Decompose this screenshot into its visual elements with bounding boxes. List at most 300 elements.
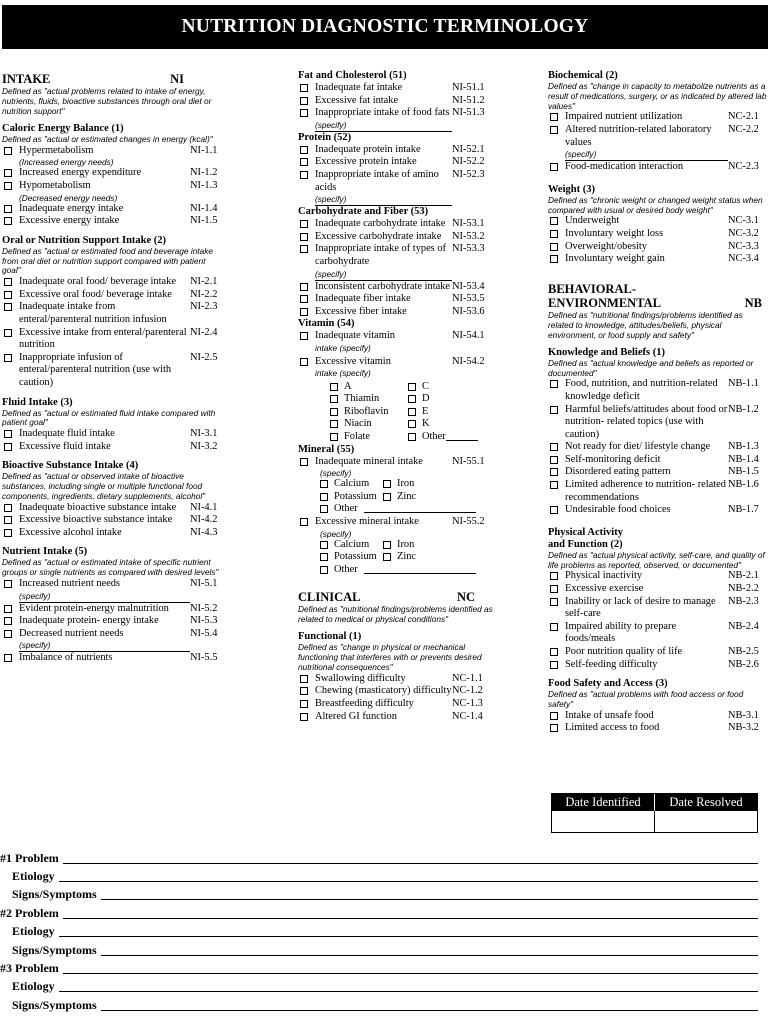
item-label: Excessive intake from enteral/parenteral nutrition xyxy=(19,326,187,351)
checkbox-icon[interactable] xyxy=(330,395,338,403)
checkbox-icon[interactable] xyxy=(320,553,328,561)
checkbox-item[interactable] xyxy=(548,228,770,241)
item-code: NC-1.1 xyxy=(452,672,483,684)
checkbox-item[interactable] xyxy=(548,441,770,454)
problem-label: Etiology xyxy=(12,979,55,993)
specify-field[interactable]: (specify) xyxy=(315,120,452,132)
checkbox-item[interactable] xyxy=(298,711,495,724)
item-label-wrap xyxy=(315,685,452,698)
item-label: Overweight/obesity xyxy=(565,240,647,252)
mineral-options-2 xyxy=(320,529,495,577)
checkbox-item[interactable] xyxy=(298,673,495,686)
item-label-wrap xyxy=(565,570,728,583)
mineral-title: Mineral (55) xyxy=(298,443,355,455)
checkbox-icon[interactable] xyxy=(4,278,12,286)
checkbox-item[interactable] xyxy=(298,356,495,381)
checkbox-icon[interactable] xyxy=(550,255,558,263)
checkbox-icon[interactable] xyxy=(300,158,308,166)
checkbox-icon[interactable] xyxy=(550,572,558,580)
biochemical-title: Biochemical (2) xyxy=(548,70,618,81)
specify-field[interactable]: (specify) xyxy=(19,591,190,603)
checkbox-icon[interactable] xyxy=(550,406,558,414)
checkbox-item[interactable] xyxy=(548,241,770,254)
checkbox-icon[interactable] xyxy=(550,126,558,134)
checkbox-icon[interactable] xyxy=(550,506,558,514)
item-label: Inadequate bioactive substance intake xyxy=(19,501,177,513)
checkbox-icon[interactable] xyxy=(408,420,416,428)
checkbox-icon[interactable] xyxy=(300,97,308,105)
checkbox-icon[interactable] xyxy=(550,481,558,489)
checkbox-item[interactable] xyxy=(548,722,770,735)
checkbox-item[interactable] xyxy=(548,454,770,467)
checkbox-icon[interactable] xyxy=(300,713,308,721)
vitamin-option[interactable] xyxy=(408,393,478,406)
checkbox-icon[interactable] xyxy=(320,505,328,513)
item-label: Food, nutrition, and nutrition-related knowledge deficit xyxy=(565,378,718,402)
checkbox-item[interactable] xyxy=(298,516,495,529)
checkbox-item[interactable] xyxy=(2,167,224,180)
checkbox-icon[interactable] xyxy=(550,217,558,225)
item-label-wrap xyxy=(565,111,728,124)
item-code: NB-2.6 xyxy=(728,658,759,670)
item-label-wrap xyxy=(19,652,190,665)
checkbox-icon[interactable] xyxy=(300,146,308,154)
checkbox-icon[interactable] xyxy=(550,661,558,669)
checkbox-item[interactable] xyxy=(2,289,224,302)
checkbox-item[interactable] xyxy=(2,145,224,168)
checkbox-icon[interactable] xyxy=(4,205,12,213)
mineral-row xyxy=(320,539,495,552)
checkbox-item[interactable] xyxy=(548,710,770,723)
checkbox-icon[interactable] xyxy=(4,654,12,662)
intake-definition: Defined as "actual problems related to intake of energy, nutrients, fluids, bioactive substances through oral diet or nutrition support" xyxy=(2,86,212,116)
checkbox-item[interactable] xyxy=(548,504,770,517)
checkbox-item[interactable] xyxy=(548,124,770,161)
functional-list xyxy=(298,673,495,723)
checkbox-item[interactable] xyxy=(2,628,224,653)
checkbox-item[interactable] xyxy=(298,330,495,355)
checkbox-icon[interactable] xyxy=(300,109,308,117)
checkbox-icon[interactable] xyxy=(408,383,416,391)
checkbox-item[interactable] xyxy=(298,685,495,698)
item-label-wrap xyxy=(19,578,190,603)
checkbox-icon[interactable] xyxy=(550,585,558,593)
mineral-option[interactable] xyxy=(320,491,383,504)
protein-title: Protein (52) xyxy=(298,131,352,143)
checkbox-item[interactable] xyxy=(2,203,224,216)
item-label: Hypermetabolism xyxy=(19,144,94,156)
problem-input-line[interactable] xyxy=(63,973,758,974)
checkbox-icon[interactable] xyxy=(4,605,12,613)
page-title: NUTRITION DIAGNOSTIC TERMINOLOGY xyxy=(2,5,768,49)
oral-definition: Defined as "actual or estimated food and beverage intake from oral diet or nutrition support compared with patient goal" xyxy=(2,245,213,276)
item-code: NB-2.2 xyxy=(728,583,759,595)
item-code: NC-1.2 xyxy=(452,685,483,697)
item-label: Altered nutrition-related laboratory values xyxy=(565,123,712,148)
behavioral-title-2: ENVIRONMENTAL xyxy=(548,295,661,310)
checkbox-item[interactable] xyxy=(2,327,224,352)
problem-input-line[interactable] xyxy=(101,899,758,900)
item-label: Inappropriate intake of food fats xyxy=(315,107,450,119)
checkbox-icon[interactable] xyxy=(4,147,12,155)
other-field[interactable] xyxy=(364,503,476,513)
intake-code: NI xyxy=(170,72,184,86)
checkbox-icon[interactable] xyxy=(300,245,308,253)
item-label-wrap xyxy=(19,180,190,203)
vitamin-option-other[interactable] xyxy=(408,431,478,444)
checkbox-item[interactable] xyxy=(2,215,224,228)
checkbox-icon[interactable] xyxy=(4,430,12,438)
checkbox-icon[interactable] xyxy=(383,541,391,549)
item-label-wrap xyxy=(315,698,452,711)
item-label: Excessive fluid intake xyxy=(19,440,111,452)
vitamin-option[interactable] xyxy=(330,381,408,394)
option-label: Calcium xyxy=(334,478,370,490)
item-label-wrap xyxy=(19,352,190,390)
problem-input-line[interactable] xyxy=(59,936,758,937)
item-code: NC-2.2 xyxy=(728,123,759,135)
checkbox-item[interactable] xyxy=(298,95,495,108)
checkbox-icon[interactable] xyxy=(4,291,12,299)
checkbox-item[interactable] xyxy=(2,276,224,289)
problem-label: Etiology xyxy=(12,924,55,938)
item-label: Excessive exercise xyxy=(565,583,644,595)
checkbox-icon[interactable] xyxy=(300,220,308,228)
date-identified-field[interactable] xyxy=(552,811,655,832)
checkbox-icon[interactable] xyxy=(550,648,558,656)
behavioral-title-1: BEHAVIORAL- xyxy=(548,281,636,296)
checkbox-item[interactable] xyxy=(2,352,224,390)
item-label-wrap xyxy=(315,218,452,231)
item-label-wrap xyxy=(19,603,190,616)
checkbox-item[interactable] xyxy=(548,215,770,228)
checkbox-item[interactable] xyxy=(298,218,495,231)
item-code: NI-53.2 xyxy=(452,230,485,242)
physical-list xyxy=(548,570,770,671)
checkbox-item[interactable] xyxy=(2,428,224,441)
problem-input-line[interactable] xyxy=(59,881,758,882)
mineral-option-other[interactable] xyxy=(320,503,476,516)
checkbox-item[interactable] xyxy=(548,659,770,672)
item-label: Evident protein-energy malnutrition xyxy=(19,602,169,614)
checkbox-item[interactable] xyxy=(548,583,770,596)
item-code: NB-1.3 xyxy=(728,441,759,453)
checkbox-icon[interactable] xyxy=(330,383,338,391)
problem-input-line[interactable] xyxy=(101,955,758,956)
item-code: NI-52.3 xyxy=(452,168,485,180)
item-label: Hypometabolism xyxy=(19,179,91,191)
mineral-option-other[interactable] xyxy=(320,564,476,577)
item-note: intake (specify) xyxy=(315,368,371,379)
checkbox-icon[interactable] xyxy=(550,243,558,251)
dates-header xyxy=(552,794,757,811)
item-label: Inadequate fiber intake xyxy=(315,293,411,305)
bioactive-list xyxy=(2,502,224,540)
vitamin-option[interactable] xyxy=(330,418,408,431)
item-label: Altered GI function xyxy=(315,710,397,722)
item-label-wrap xyxy=(315,231,452,244)
vitamin-option[interactable] xyxy=(408,418,478,431)
checkbox-item[interactable] xyxy=(2,502,224,515)
nutrient-definition: Defined as "actual or estimated intake of specific nutrient groups or single nutrients as compared with desired levels" xyxy=(2,557,219,578)
dates-table xyxy=(551,793,758,833)
problem-line[interactable] xyxy=(0,979,758,994)
checkbox-icon[interactable] xyxy=(300,358,308,366)
date-resolved-field[interactable] xyxy=(655,811,757,832)
other-field[interactable] xyxy=(364,564,476,574)
biochemical-definition: Defined as "change in capacity to metabolize nutrients as a result of medications, surgery, or as indicated by altered lab values" xyxy=(548,81,767,111)
vitamin-option[interactable] xyxy=(408,381,478,394)
checkbox-icon[interactable] xyxy=(4,443,12,451)
item-label-wrap xyxy=(315,156,452,169)
checkbox-icon[interactable] xyxy=(300,687,308,695)
checkbox-icon[interactable] xyxy=(330,420,338,428)
checkbox-icon[interactable] xyxy=(330,433,338,441)
item-label-wrap xyxy=(565,454,728,467)
checkbox-item[interactable] xyxy=(2,441,224,454)
functional-title: Functional (1) xyxy=(298,631,362,643)
item-label-wrap xyxy=(315,169,452,206)
checkbox-icon[interactable] xyxy=(4,182,12,190)
bioactive-title: Bioactive Substance Intake (4) xyxy=(2,460,139,472)
checkbox-item[interactable] xyxy=(2,180,224,203)
option-label: Folate xyxy=(344,431,370,443)
checkbox-icon[interactable] xyxy=(330,408,338,416)
item-code: NI-53.3 xyxy=(452,243,485,255)
item-label: Inadequate oral food/ beverage intake xyxy=(19,276,176,288)
item-label-wrap xyxy=(565,596,728,621)
item-code: NB-1.7 xyxy=(728,504,759,516)
checkbox-item[interactable] xyxy=(298,231,495,244)
specify-field[interactable]: (specify) xyxy=(565,149,728,161)
checkbox-item[interactable] xyxy=(298,293,495,306)
problem-line[interactable] xyxy=(0,924,758,939)
vitamin-option[interactable] xyxy=(330,406,408,419)
checkbox-icon[interactable] xyxy=(550,724,558,732)
checkbox-item[interactable] xyxy=(298,169,495,206)
checkbox-icon[interactable] xyxy=(550,163,558,171)
checkbox-icon[interactable] xyxy=(320,480,328,488)
checkbox-icon[interactable] xyxy=(300,295,308,303)
item-label: Underweight xyxy=(565,215,620,227)
problem-line[interactable] xyxy=(0,998,758,1013)
checkbox-item[interactable] xyxy=(548,404,770,442)
item-label: Inadequate fat intake xyxy=(315,82,403,93)
checkbox-item[interactable] xyxy=(298,281,495,294)
item-label: Inadequate protein intake xyxy=(315,143,421,155)
checkbox-icon[interactable] xyxy=(383,480,391,488)
safety-list xyxy=(548,710,770,735)
fluid-definition: Defined as "actual or estimated fluid intake compared with patient goal" xyxy=(2,407,216,428)
checkbox-item[interactable] xyxy=(298,107,495,132)
right-column xyxy=(548,70,770,735)
checkbox-icon[interactable] xyxy=(300,171,308,179)
physical-title-1: Physical Activity xyxy=(548,526,623,538)
checkbox-icon[interactable] xyxy=(320,541,328,549)
checkbox-icon[interactable] xyxy=(4,504,12,512)
checkbox-icon[interactable] xyxy=(300,518,308,526)
checkbox-icon[interactable] xyxy=(408,408,416,416)
checkbox-icon[interactable] xyxy=(4,354,12,362)
mineral-option[interactable] xyxy=(320,478,383,491)
checkbox-icon[interactable] xyxy=(300,283,308,291)
checkbox-icon[interactable] xyxy=(408,395,416,403)
vitamin-option[interactable] xyxy=(330,431,408,444)
item-label: Excessive energy intake xyxy=(19,215,120,227)
checkbox-icon[interactable] xyxy=(320,493,328,501)
item-note: (Increased energy needs) xyxy=(19,157,114,168)
protein-list xyxy=(298,144,495,206)
checkbox-item[interactable] xyxy=(298,456,495,469)
checkbox-item[interactable] xyxy=(548,378,770,403)
specify-field[interactable]: (specify) xyxy=(315,194,452,206)
checkbox-item[interactable] xyxy=(298,156,495,169)
checkbox-item[interactable] xyxy=(548,111,770,124)
item-code: NB-1.4 xyxy=(728,453,759,465)
checkbox-item[interactable] xyxy=(298,82,495,95)
mineral-option[interactable] xyxy=(320,539,383,552)
checkbox-icon[interactable] xyxy=(300,332,308,340)
caloric-list xyxy=(2,145,224,228)
mineral-row xyxy=(320,503,495,516)
checkbox-icon[interactable] xyxy=(4,630,12,638)
checkbox-icon[interactable] xyxy=(300,458,308,466)
carb-title: Carbohydrate and Fiber (53) xyxy=(298,206,429,218)
other-field[interactable] xyxy=(446,431,478,441)
mineral-option[interactable] xyxy=(383,478,414,491)
checkbox-icon[interactable] xyxy=(550,380,558,388)
checkbox-icon[interactable] xyxy=(4,516,12,524)
checkbox-icon[interactable] xyxy=(550,712,558,720)
item-label: Limited access to food xyxy=(565,722,660,734)
problem-input-line[interactable] xyxy=(101,1010,758,1011)
item-label: Poor nutrition quality of life xyxy=(565,646,683,658)
checkbox-icon[interactable] xyxy=(300,308,308,316)
checkbox-item[interactable] xyxy=(298,698,495,711)
vitamin-option[interactable] xyxy=(408,406,478,419)
item-label: Impaired ability to prepare foods/meals xyxy=(565,620,677,645)
checkbox-icon[interactable] xyxy=(383,493,391,501)
specify-field[interactable]: (specify) xyxy=(315,269,452,281)
problem-input-line[interactable] xyxy=(63,918,758,919)
mineral-option[interactable] xyxy=(383,539,414,552)
mineral-option[interactable] xyxy=(383,491,416,504)
item-label-wrap xyxy=(565,722,728,735)
vitamin-options xyxy=(330,381,495,444)
checkbox-item[interactable] xyxy=(2,652,224,665)
checkbox-item[interactable] xyxy=(2,527,224,540)
item-label: Breastfeeding difficulty xyxy=(315,697,414,709)
checkbox-item[interactable] xyxy=(548,621,770,646)
problem-line[interactable] xyxy=(0,906,758,921)
checkbox-icon[interactable] xyxy=(4,217,12,225)
checkbox-icon[interactable] xyxy=(550,443,558,451)
checkbox-icon[interactable] xyxy=(550,230,558,238)
checkbox-item[interactable] xyxy=(548,161,770,174)
item-label-wrap xyxy=(19,289,190,302)
checkbox-icon[interactable] xyxy=(4,303,12,311)
checkbox-item[interactable] xyxy=(548,253,770,266)
checkbox-item[interactable] xyxy=(298,306,495,319)
item-label-wrap xyxy=(19,628,190,653)
item-label: Inappropriate intake of amino acids xyxy=(315,168,439,193)
checkbox-icon[interactable] xyxy=(550,623,558,631)
checkbox-icon[interactable] xyxy=(4,580,12,588)
problem-line[interactable] xyxy=(0,851,758,866)
checkbox-item[interactable] xyxy=(2,578,224,603)
problem-input-line[interactable] xyxy=(63,863,758,864)
item-label: Undesirable food choices xyxy=(565,504,671,516)
checkbox-item[interactable] xyxy=(2,301,224,326)
checkbox-item[interactable] xyxy=(548,466,770,479)
item-label: Inadequate energy intake xyxy=(19,202,124,214)
checkbox-item[interactable] xyxy=(2,615,224,628)
mineral-option[interactable] xyxy=(320,551,383,564)
item-code: NI-5.4 xyxy=(190,627,218,639)
item-label: Excessive mineral intake xyxy=(315,516,419,528)
checkbox-icon[interactable] xyxy=(408,433,416,441)
option-label: Iron xyxy=(397,538,415,550)
checkbox-item[interactable] xyxy=(2,603,224,616)
item-note: intake (specify) xyxy=(315,342,371,353)
checkbox-item[interactable] xyxy=(548,479,770,504)
checkbox-icon[interactable] xyxy=(300,233,308,241)
checkbox-item[interactable] xyxy=(548,596,770,621)
checkbox-item[interactable] xyxy=(2,514,224,527)
checkbox-icon[interactable] xyxy=(550,113,558,121)
checkbox-icon[interactable] xyxy=(550,598,558,606)
checkbox-item[interactable] xyxy=(548,646,770,659)
checkbox-icon[interactable] xyxy=(383,553,391,561)
problem-line[interactable] xyxy=(0,887,758,902)
checkbox-icon[interactable] xyxy=(4,529,12,537)
item-code: NI-1.3 xyxy=(190,179,218,191)
checkbox-item[interactable] xyxy=(298,243,495,280)
problem-label: Signs/Symptoms xyxy=(12,887,97,901)
clinical-heading xyxy=(298,590,495,604)
checkbox-icon[interactable] xyxy=(4,329,12,337)
item-code: NI-3.1 xyxy=(190,428,218,440)
option-label: Riboflavin xyxy=(344,405,389,417)
problem-line[interactable] xyxy=(0,961,758,976)
item-label-wrap xyxy=(565,646,728,659)
problem-input-line[interactable] xyxy=(59,991,758,992)
item-label: Involuntary weight gain xyxy=(565,253,665,265)
checkbox-icon[interactable] xyxy=(550,468,558,476)
checkbox-icon[interactable] xyxy=(320,566,328,574)
item-code: NB-1.5 xyxy=(728,466,759,478)
checkbox-icon[interactable] xyxy=(300,84,308,92)
vitamin-option[interactable] xyxy=(330,393,408,406)
problem-line[interactable] xyxy=(0,943,758,958)
mineral-option[interactable] xyxy=(383,551,416,564)
item-label: Self-feeding difficulty xyxy=(565,658,658,670)
checkbox-icon[interactable] xyxy=(4,617,12,625)
item-label-wrap xyxy=(19,203,190,216)
item-label: Excessive carbohydrate intake xyxy=(315,230,442,242)
specify-field[interactable]: (specify) xyxy=(19,640,190,652)
problem-line[interactable] xyxy=(0,869,758,884)
checkbox-item[interactable] xyxy=(298,144,495,157)
item-code: NB-3.1 xyxy=(728,709,759,721)
checkbox-item[interactable] xyxy=(548,570,770,583)
checkbox-icon[interactable] xyxy=(300,675,308,683)
checkbox-icon[interactable] xyxy=(4,169,12,177)
checkbox-icon[interactable] xyxy=(300,700,308,708)
item-code: NC-3.1 xyxy=(728,215,759,227)
checkbox-icon[interactable] xyxy=(550,456,558,464)
clinical-definition: Defined as "nutritional findings/problems identified as related to medical or physical conditions" xyxy=(298,604,493,625)
